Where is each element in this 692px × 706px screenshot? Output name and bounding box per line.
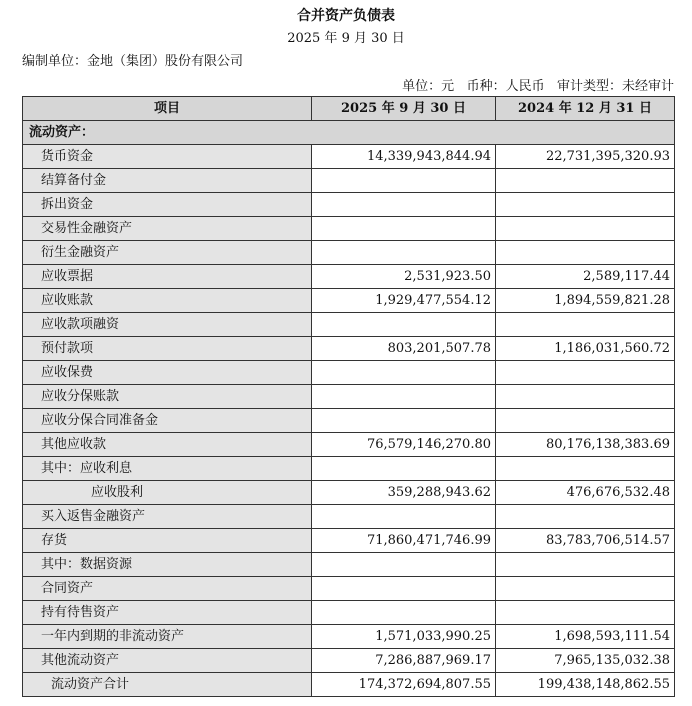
row-value-2024: 1,698,593,111.54: [496, 625, 675, 649]
table-row: [23, 313, 675, 337]
row-value-2024: [496, 553, 675, 577]
row-value-2024: [496, 217, 675, 241]
row-value-2025: 14,339,943,844.94: [312, 145, 496, 169]
header-prior-period: 2024 年 12 月 31 日: [496, 97, 675, 121]
table-row: [23, 217, 675, 241]
row-value-2025: [312, 313, 496, 337]
table-header-row: [23, 97, 675, 121]
compiler-unit: 编制单位：金地（集团）股份有限公司: [22, 54, 244, 69]
row-label: 其他流动资产: [23, 649, 312, 673]
row-label: 其中：应收利息: [23, 457, 312, 481]
row-label: 一年内到期的非流动资产: [23, 625, 312, 649]
row-label: 预付款项: [23, 337, 312, 361]
report-title: 合并资产负债表: [297, 8, 395, 24]
table-row: [23, 529, 675, 553]
row-value-2025: [312, 457, 496, 481]
table-row: [23, 193, 675, 217]
row-value-2025: [312, 169, 496, 193]
row-label: 存货: [23, 529, 312, 553]
row-value-2024: 1,186,031,560.72: [496, 337, 675, 361]
table-row: [23, 649, 675, 673]
row-label: 应收保费: [23, 361, 312, 385]
row-label: 应收股利: [23, 481, 312, 505]
section-current-assets: 流动资产：: [23, 121, 675, 145]
row-value-2025: [312, 601, 496, 625]
table-row: [23, 457, 675, 481]
row-value-2024: [496, 169, 675, 193]
table-row: [23, 145, 675, 169]
row-value-2024: 1,894,559,821.28: [496, 289, 675, 313]
row-label: 衍生金融资产: [23, 241, 312, 265]
row-value-2025: 76,579,146,270.80: [312, 433, 496, 457]
row-value-2025: 1,571,033,990.25: [312, 625, 496, 649]
row-value-2024: 22,731,395,320.93: [496, 145, 675, 169]
row-label: 买入返售金融资产: [23, 505, 312, 529]
audit-type-label: 审计类型：未经审计: [556, 79, 674, 94]
row-value-2025: [312, 505, 496, 529]
row-value-2024: 476,676,532.48: [496, 481, 675, 505]
row-label: 应收分保合同准备金: [23, 409, 312, 433]
row-value-2025: 7,286,887,969.17: [312, 649, 496, 673]
table-row: [23, 289, 675, 313]
row-value-2024: [496, 601, 675, 625]
table-row: [23, 409, 675, 433]
table-row: [23, 601, 675, 625]
row-label: 应收票据: [23, 265, 312, 289]
row-value-2024: [496, 241, 675, 265]
row-label: 持有待售资产: [23, 601, 312, 625]
currency-label: 币种：人民币: [466, 79, 545, 94]
row-value-2024: [496, 577, 675, 601]
row-value-2024: [496, 409, 675, 433]
table-row: [23, 169, 675, 193]
row-label: 其他应收款: [23, 433, 312, 457]
row-value-2024: 83,783,706,514.57: [496, 529, 675, 553]
row-value-2025: [312, 577, 496, 601]
table-row: [23, 553, 675, 577]
row-value-2025: 803,201,507.78: [312, 337, 496, 361]
unit-label: 单位：元: [402, 79, 455, 94]
row-value-2024: 2,589,117.44: [496, 265, 675, 289]
total-label: 流动资产合计: [23, 673, 312, 697]
row-value-2024: [496, 505, 675, 529]
header-current-period: 2025 年 9 月 30 日: [312, 97, 496, 121]
total-value-2024: 199,438,148,862.55: [496, 673, 675, 697]
row-value-2024: 80,176,138,383.69: [496, 433, 675, 457]
row-value-2024: [496, 457, 675, 481]
row-label: 合同资产: [23, 577, 312, 601]
balance-sheet-table: [22, 96, 675, 697]
row-value-2024: 7,965,135,032.38: [496, 649, 675, 673]
section-row: [23, 121, 675, 145]
total-value-2025: 174,372,694,807.55: [312, 673, 496, 697]
row-label: 拆出资金: [23, 193, 312, 217]
table-row: [23, 577, 675, 601]
row-value-2025: [312, 217, 496, 241]
total-row: [23, 673, 675, 697]
row-label: 其中：数据资源: [23, 553, 312, 577]
report-date: 2025 年 9 月 30 日: [287, 31, 405, 46]
row-value-2025: 359,288,943.62: [312, 481, 496, 505]
row-value-2025: [312, 409, 496, 433]
row-value-2025: 71,860,471,746.99: [312, 529, 496, 553]
table-row: [23, 385, 675, 409]
table-row: [23, 265, 675, 289]
row-value-2024: [496, 313, 675, 337]
row-value-2025: [312, 553, 496, 577]
row-value-2025: 2,531,923.50: [312, 265, 496, 289]
table-row: [23, 337, 675, 361]
row-label: 交易性金融资产: [23, 217, 312, 241]
row-value-2025: [312, 241, 496, 265]
table-row: [23, 361, 675, 385]
row-label: 货币资金: [23, 145, 312, 169]
row-value-2025: [312, 385, 496, 409]
row-value-2024: [496, 361, 675, 385]
row-label: 应收款项融资: [23, 313, 312, 337]
row-value-2024: [496, 193, 675, 217]
header-item: 项目: [23, 97, 312, 121]
row-value-2024: [496, 385, 675, 409]
table-row: [23, 481, 675, 505]
row-value-2025: [312, 193, 496, 217]
table-row: [23, 241, 675, 265]
table-row: [23, 625, 675, 649]
report-meta: [402, 78, 674, 96]
row-label: 结算备付金: [23, 169, 312, 193]
row-label: 应收账款: [23, 289, 312, 313]
row-value-2025: 1,929,477,554.12: [312, 289, 496, 313]
table-row: [23, 505, 675, 529]
row-label: 应收分保账款: [23, 385, 312, 409]
row-value-2025: [312, 361, 496, 385]
table-row: [23, 433, 675, 457]
